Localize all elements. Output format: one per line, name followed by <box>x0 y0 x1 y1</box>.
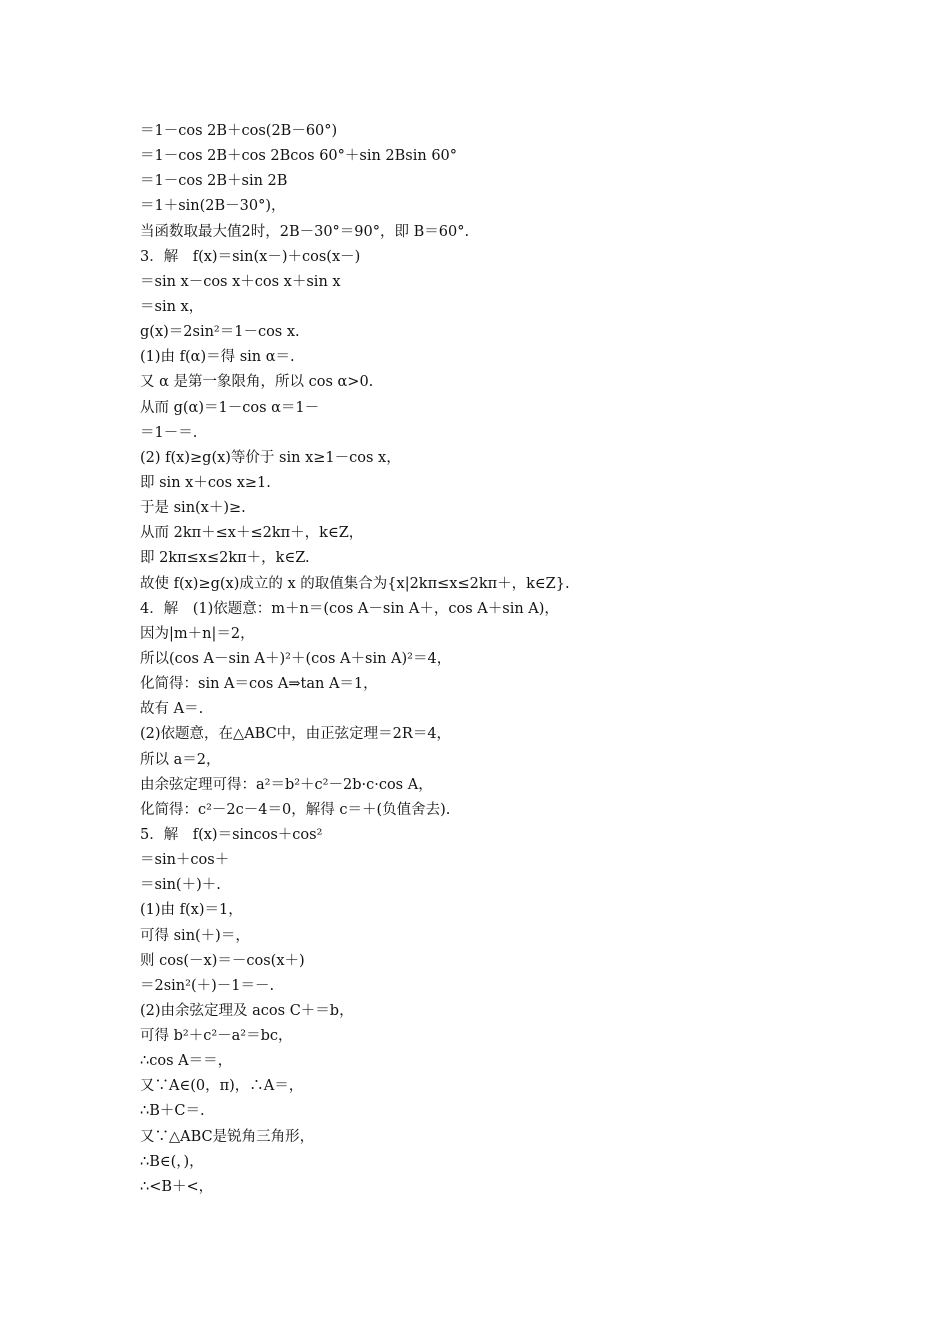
text-line: (2)依题意，在△ABC中，由正弦定理＝2R＝4， <box>140 726 452 743</box>
problem-3-heading: 3．解 f(x)＝sin(x－)＋cos(x－) <box>140 248 361 265</box>
text-line: ∴B＋C＝. <box>140 1103 205 1120</box>
text-line: (1)由 f(α)＝得 sin α＝. <box>140 349 295 366</box>
text-line: ＝1－＝. <box>140 424 198 441</box>
text-line: 又∵A∈(0，π)，∴A＝， <box>140 1078 304 1095</box>
text-line: ＝1＋sin(2B－30°)， <box>140 198 286 215</box>
text-line: g(x)＝2sin²＝1－cos x. <box>140 324 300 341</box>
text-line: 从而 2kπ＋≤x＋≤2kπ＋，k∈Z， <box>140 525 364 542</box>
text-line: 又∵△ABC是锐角三角形， <box>140 1128 315 1145</box>
text-line: (2)由余弦定理及 acos C＋＝b， <box>140 1002 354 1019</box>
text-line: 即 sin x＋cos x≥1. <box>140 474 271 491</box>
text-line: (2) f(x)≥g(x)等价于 sin x≥1－cos x， <box>140 449 401 466</box>
text-line: ＝sin(＋)＋. <box>140 877 221 894</box>
text-line: 因为|m＋n|＝2， <box>140 625 255 642</box>
text-line: ∴<B＋<， <box>140 1178 214 1195</box>
text-line: ∴cos A＝＝， <box>140 1053 233 1070</box>
text-line: ＝sin x， <box>140 298 204 315</box>
text-line: 故有 A＝. <box>140 701 204 718</box>
text-line: ＝1－cos 2B＋cos 2Bcos 60°＋sin 2Bsin 60° <box>140 148 458 165</box>
text-line: 所以(cos A－sin A＋)²＋(cos A＋sin A)²＝4， <box>140 650 452 667</box>
text-line: ＝sin＋cos＋ <box>140 852 230 869</box>
text-line: ＝1－cos 2B＋cos(2B－60°) <box>140 123 338 139</box>
text-line: 可得 sin(＋)＝， <box>140 927 250 944</box>
text-line: 又 α 是第一象限角，所以 cos α>0. <box>140 374 374 391</box>
text-line: ＝sin x－cos x＋cos x＋sin x <box>140 273 341 290</box>
text-line: ＝1－cos 2B＋sin 2B <box>140 173 288 190</box>
text-line: 化简得：sin A＝cos A⇒tan A＝1， <box>140 676 378 693</box>
text-line: 即 2kπ≤x≤2kπ＋，k∈Z. <box>140 550 310 567</box>
text-line: 由余弦定理可得：a²＝b²＋c²－2b·c·cos A， <box>140 776 433 793</box>
text-line: 故使 f(x)≥g(x)成立的 x 的取值集合为{x|2kπ≤x≤2kπ＋，k∈Z}. <box>140 575 570 592</box>
text-line: 所以 a＝2， <box>140 751 221 768</box>
text-line: ∴B∈(，)， <box>140 1153 204 1170</box>
text-line: 化简得：c²－2c－4＝0，解得 c＝＋(负值舍去). <box>140 801 451 818</box>
text-line: 可得 b²＋c²－a²＝bc， <box>140 1028 293 1045</box>
problem-5-heading: 5．解 f(x)＝sincos＋cos² <box>140 826 323 843</box>
text-line: (1)由 f(x)＝1， <box>140 902 243 919</box>
problem-4-heading: 4．解 (1)依题意：m＋n＝(cos A－sin A＋，cos A＋sin A)， <box>140 600 559 617</box>
text-line: 当函数取最大值2时，2B－30°＝90°，即 B＝60°. <box>140 223 470 240</box>
text-line: 则 cos(－x)＝－cos(x＋) <box>140 952 305 969</box>
text-line: 从而 g(α)＝1－cos α＝1－ <box>140 399 320 416</box>
text-line: ＝2sin²(＋)－1＝－. <box>140 977 275 994</box>
text-line: 于是 sin(x＋)≥. <box>140 500 246 517</box>
solution-text <box>140 119 860 1200</box>
